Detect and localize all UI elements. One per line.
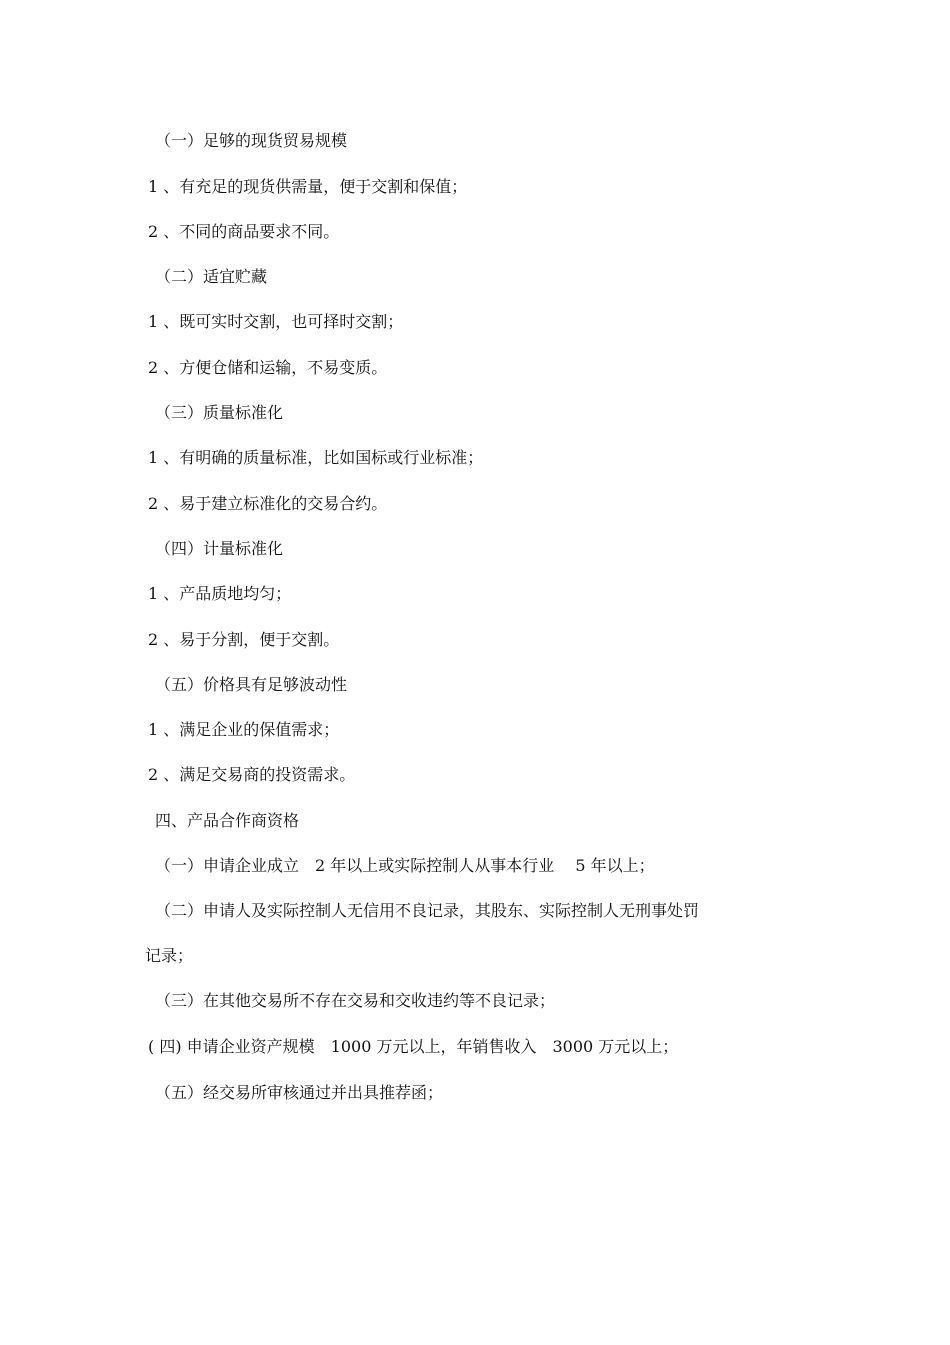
list-item-line: 2 、满足交易商的投资需求。 [148, 765, 356, 784]
list-item-line: 1 、既可实时交割，也可择时交割； [148, 312, 404, 331]
paragraph-line: ( 四) 申请企业资产规模 1000 万元以上，年销售收入 3000 万元以上； [148, 1037, 679, 1056]
list-item-line: 2 、易于分割，便于交割。 [148, 630, 340, 649]
list-item-line: 1 、产品质地均匀； [148, 584, 292, 603]
list-item-line: 2 、易于建立标准化的交易合约。 [148, 494, 388, 513]
paragraph-line: （二）申请人及实际控制人无信用不良记录，其股东、实际控制人无刑事处罚 [155, 901, 700, 920]
subheading-line: （五）价格具有足够波动性 [155, 675, 348, 694]
section-heading: 四、产品合作商资格 [155, 811, 300, 830]
list-item-line: 2 、方便仓储和运输，不易变质。 [148, 358, 388, 377]
paragraph-line: （三）在其他交易所不存在交易和交收违约等不良记录； [155, 991, 556, 1010]
list-item-line: 1 、有充足的现货供需量，便于交割和保值； [148, 177, 468, 196]
subheading-line: （四）计量标准化 [155, 539, 284, 558]
list-item-line: 2 、不同的商品要求不同。 [148, 222, 340, 241]
subheading-line: （一）足够的现货贸易规模 [155, 131, 348, 150]
paragraph-continuation-line: 记录； [145, 946, 194, 965]
subheading-line: （三）质量标准化 [155, 403, 284, 422]
list-item-line: 1 、有明确的质量标准，比如国标或行业标准； [148, 448, 484, 467]
paragraph-line: （一）申请企业成立 2 年以上或实际控制人从事本行业 5 年以上； [155, 856, 655, 875]
list-item-line: 1 、满足企业的保值需求； [148, 720, 340, 739]
paragraph-line: （五）经交易所审核通过并出具推荐函； [155, 1083, 444, 1102]
subheading-line: （二）适宜贮藏 [155, 267, 268, 286]
